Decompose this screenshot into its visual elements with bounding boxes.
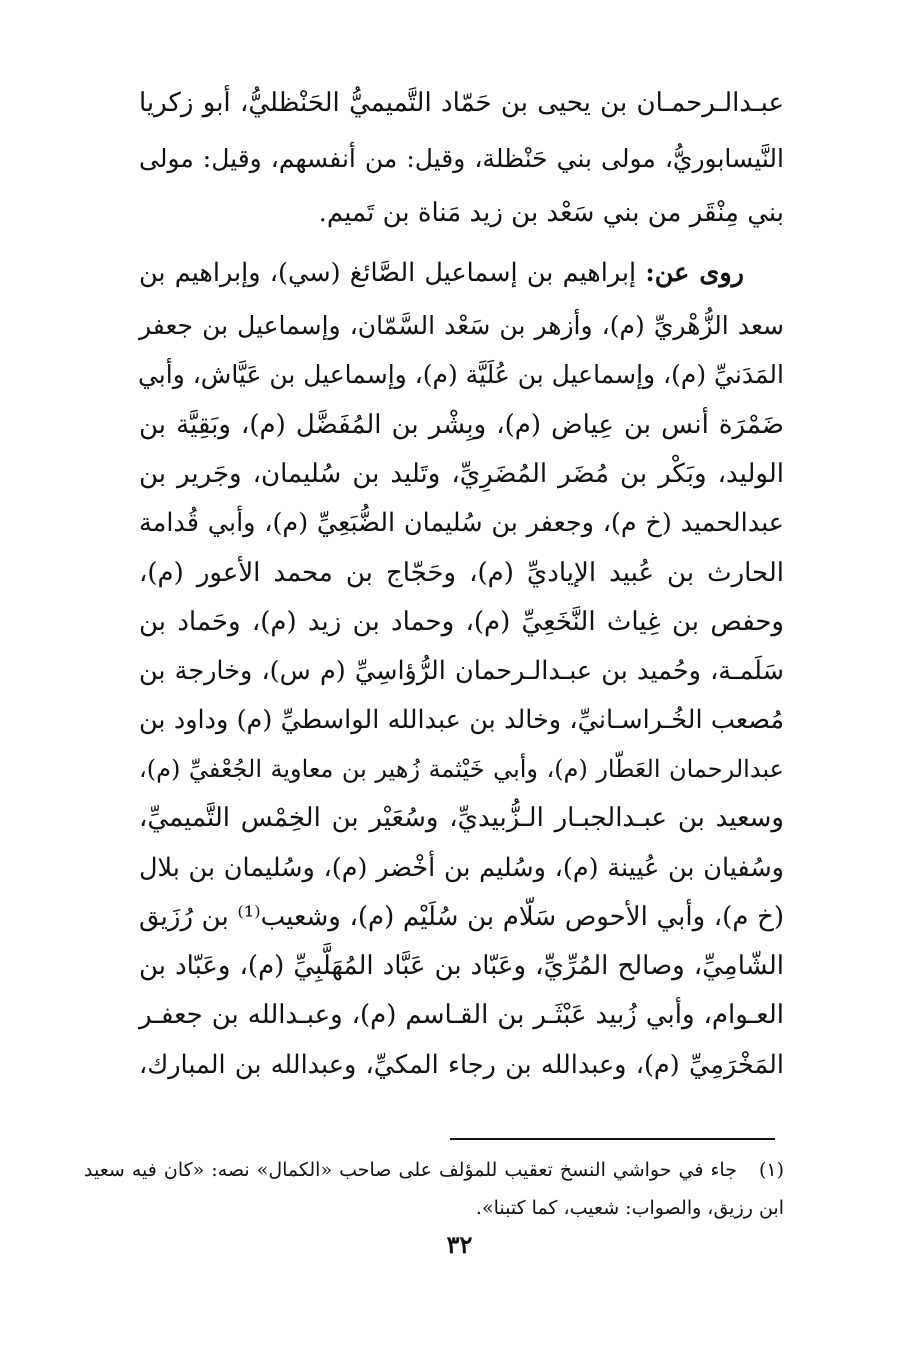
bio-line-2: النَّيسابوريُّ، مولى بني حَنْظلة، وقيل: من أنفسهم، وقيل: مولى	[139, 144, 784, 173]
narrated-line-1-text: إبراهيم بن إسماعيل الصَّائغ (سي)، وإبراهيم بن	[139, 258, 646, 288]
narrated-line-6: عبدالحميد (خ م)، وجعفر بن سُليمان الضُّبَعِيِّ (م)، وأبي قُدامة	[139, 508, 784, 538]
narrated-label: روى عن:	[645, 258, 744, 288]
narrated-line-12: وسعيد بن عبـدالجبـار الـزُّبيديِّ، وسُعَيْر بن الخِمْس التَّميميِّ،	[139, 803, 784, 833]
narrated-line-1	[139, 253, 784, 293]
footnote-line-1-text: جاء في حواشي النسخ تعقيب للمؤلف على صاحب «الكمال» نصه: «كان فيه سعيد	[84, 1159, 737, 1181]
narrated-line-7: الحارث بن عُبيد الإياديِّ (م)، وحَجّاج بن محمد الأعور (م)،	[139, 558, 784, 588]
footnote-line-1	[84, 1156, 784, 1184]
narrated-line-13: وسُفيان بن عُيينة (م)، وسُليم بن أخْضر (م)، وسُليمان بن بلال	[139, 853, 784, 883]
narrated-line-14: (خ م)، وأبي الأحوص سَلّام بن سُلَيْم (م)، وشعيب⁽¹⁾ بن رُزَيق	[139, 902, 784, 932]
footnote-separator	[450, 1138, 775, 1140]
bio-line-1: عبـدالـرحمـان بن يحيى بن حَمّاد التَّميميُّ الحَنْظليُّ، أبو زكريا	[139, 88, 784, 118]
narrated-line-10: مُصعب الخُـراسـانيِّ، وخالد بن عبدالله الواسطيِّ (م) وداود بن	[139, 705, 784, 735]
narrated-line-9: سَلَمـة، وحُميد بن عبـدالـرحمان الرُّؤاسِيِّ (م س)، وخارجة بن	[139, 656, 784, 686]
narrated-line-11: عبدالرحمان العَطّار (م)، وأبي خَيْثمة زُهير بن معاوية الجُعْفيِّ (م)،	[139, 755, 784, 783]
narrated-line-4: ضَمْرَة أنس بن عِياض (م)، وبِشْر بن المُفَضَّل (م)، وبَقِيَّة بن	[139, 410, 784, 440]
footnote-number: (١)	[758, 1159, 784, 1181]
narrated-line-2: سعد الزُّهْريِّ (م)، وأزهر بن سَعْد السَّمّان، وإسماعيل بن جعفر	[139, 311, 784, 340]
bio-line-3: بني مِنْقَر من بني سَعْد بن زيد مَناة بن تَميم.	[318, 198, 784, 228]
narrated-line-8: وحفص بن غِياث النَّخَعِيِّ (م)، وحماد بن زيد (م)، وحَماد بن	[139, 607, 784, 637]
narrated-line-16: العـوام، وأبي زُبيد عَبْثَـر بن القـاسم (م)، وعبـدالله بن جعفـر	[139, 1000, 784, 1030]
narrated-line-3: المَدَنيِّ (م)، وإسماعيل بن عُلَيَّة (م)، وإسماعيل بن عَيَّاش، وأبي	[137, 360, 784, 389]
narrated-line-15: الشّامِيِّ، وصالح المُرِّيِّ، وعَبّاد بن عَبَّاد المُهَلَّبِيِّ (م)، وعَبّاد بن	[139, 951, 784, 981]
page-number: ٣٢	[446, 1230, 473, 1259]
narrated-line-5: الوليد، وبَكْر بن مُضَر المُضَرِيِّ، وتَليد بن سُليمان، وجَرير بن	[139, 459, 784, 489]
narrated-line-17: المَخْرَمِيِّ (م)، وعبدالله بن رجاء المكيِّ، وعبدالله بن المبارك،	[139, 1050, 784, 1080]
footnote-line-2: ابن رزيق، والصواب: شعيب، كما كتبنا».	[475, 1197, 784, 1219]
